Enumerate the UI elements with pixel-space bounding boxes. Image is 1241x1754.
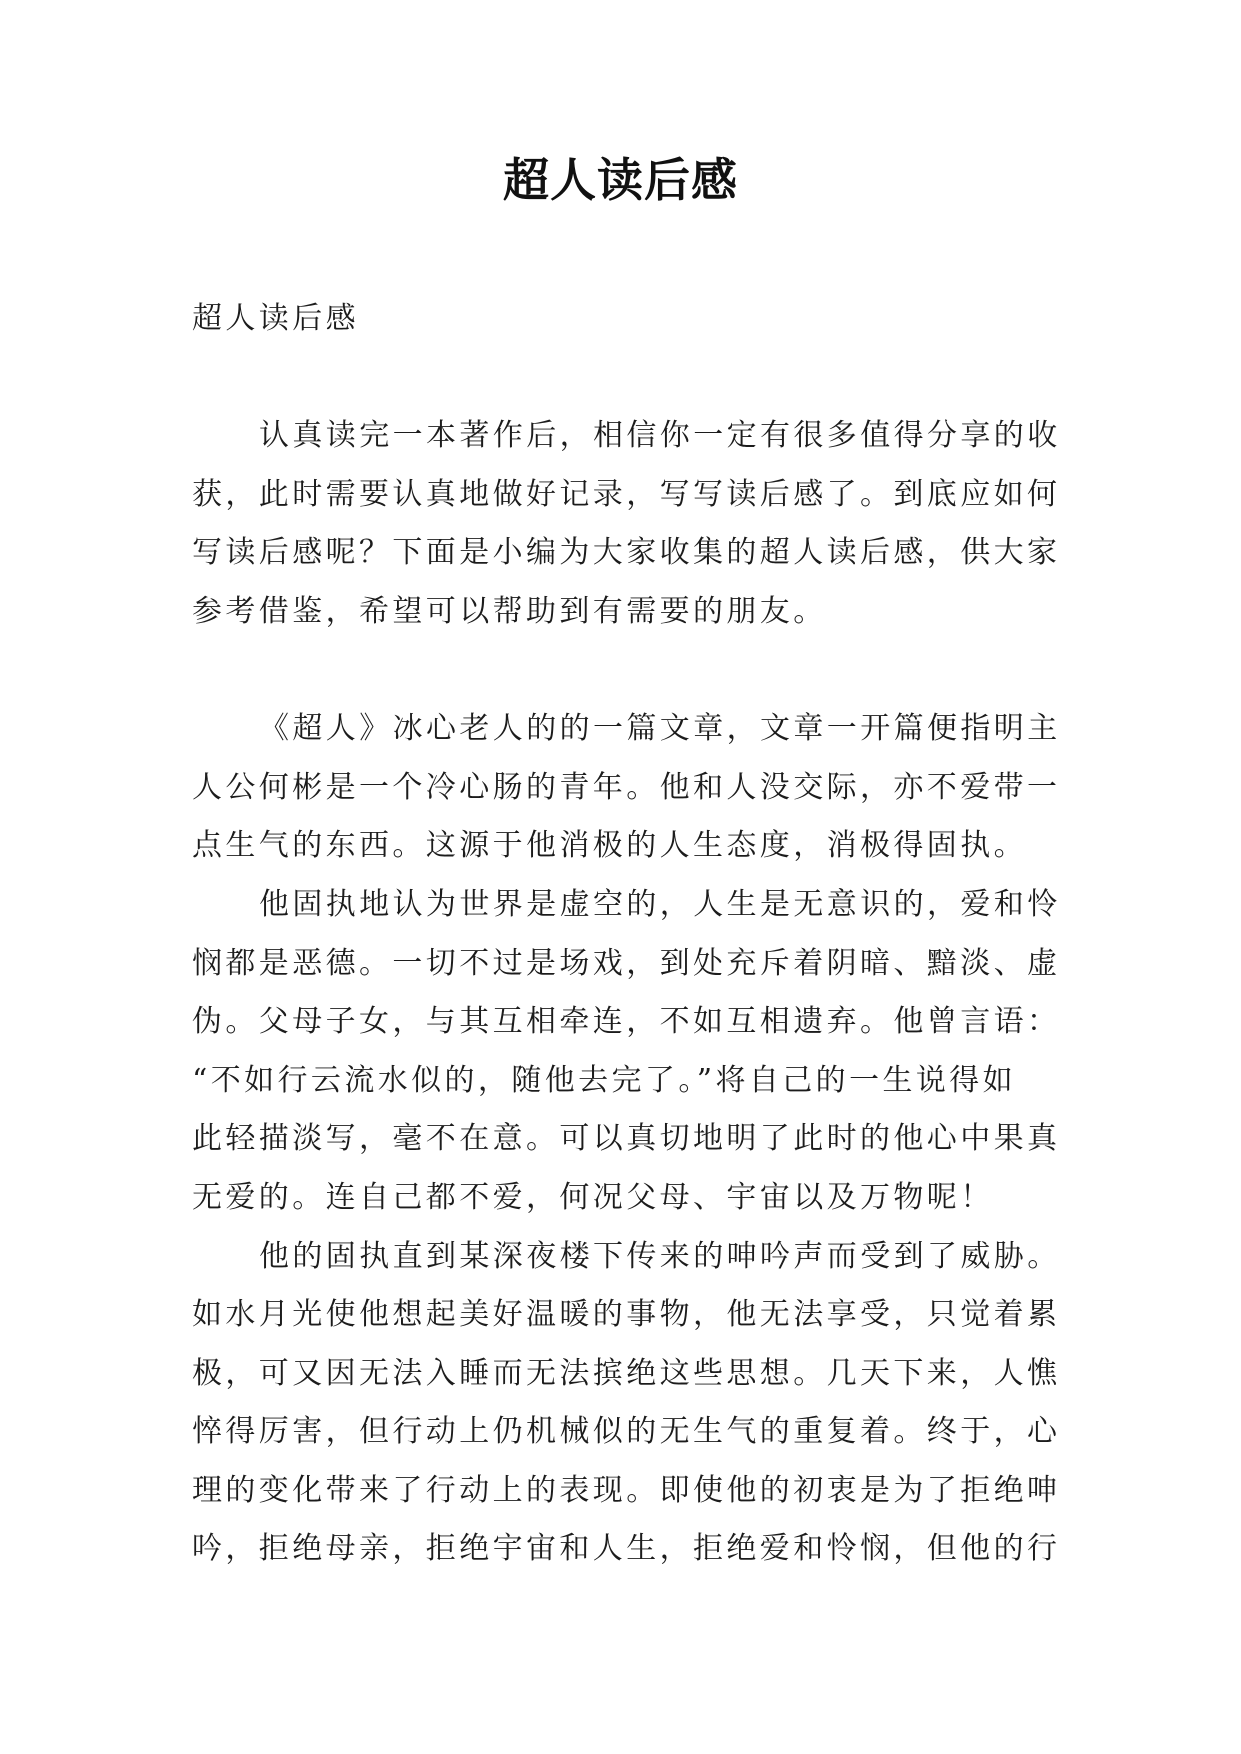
text-line: 理的变化带来了行动上的表现。即使他的初衷是为了拒绝呻 <box>192 1472 1061 1508</box>
text-line: “不如行云流水似的，随他去完了。”将自己的一生说得如 <box>192 1062 1017 1098</box>
paragraph <box>192 700 1092 876</box>
paragraph <box>192 876 1092 1228</box>
text-line: 参考借鉴，希望可以帮助到有需要的朋友。 <box>192 593 827 629</box>
text-line: 悴得厉害，但行动上仍机械似的无生气的重复着。终于，心 <box>192 1414 1061 1450</box>
text-line: 获，此时需要认真地做好记录，写写读后感了。到底应如何 <box>192 476 1061 512</box>
document-body <box>192 290 1092 1579</box>
document-title: 超人读后感 <box>503 153 738 207</box>
text-line: 无爱的。连自己都不爱，何况父母、宇宙以及万物呢！ <box>192 1179 994 1215</box>
text-line: 他固执地认为世界是虚空的，人生是无意识的，爱和怜 <box>259 886 1061 922</box>
paragraph <box>192 1228 1092 1580</box>
text-line: 《超人》冰心老人的的一篇文章，文章一开篇便指明主 <box>259 711 1061 747</box>
text-line: 人公何彬是一个冷心肠的青年。他和人没交际，亦不爱带一 <box>192 769 1061 805</box>
text-line: 点生气的东西。这源于他消极的人生态度，消极得固执。 <box>192 828 1027 864</box>
text-line: 认真读完一本著作后，相信你一定有很多值得分享的收 <box>259 418 1061 454</box>
text-line: 此轻描淡写，毫不在意。可以真切地明了此时的他心中果真 <box>192 1121 1061 1157</box>
text-line: 写读后感呢？下面是小编为大家收集的超人读后感，供大家 <box>192 535 1061 571</box>
text-line: 如水月光使他想起美好温暖的事物，他无法享受，只觉着累 <box>192 1297 1061 1333</box>
text-line: 悯都是恶德。一切不过是场戏，到处充斥着阴暗、黯淡、虚 <box>192 945 1061 981</box>
paragraph-intro <box>192 407 1092 641</box>
text-line: 他的固执直到某深夜楼下传来的呻吟声而受到了威胁。 <box>259 1238 1061 1274</box>
text-line: 伪。父母子女，与其互相牵连，不如互相遗弃。他曾言语： <box>192 1004 1061 1040</box>
document-heading: 超人读后感 <box>192 301 359 336</box>
text-line: 吟，拒绝母亲，拒绝宇宙和人生，拒绝爱和怜悯，但他的行 <box>192 1531 1061 1567</box>
text-line: 极，可又因无法入睡而无法摈绝这些思想。几天下来，人憔 <box>192 1355 1061 1391</box>
